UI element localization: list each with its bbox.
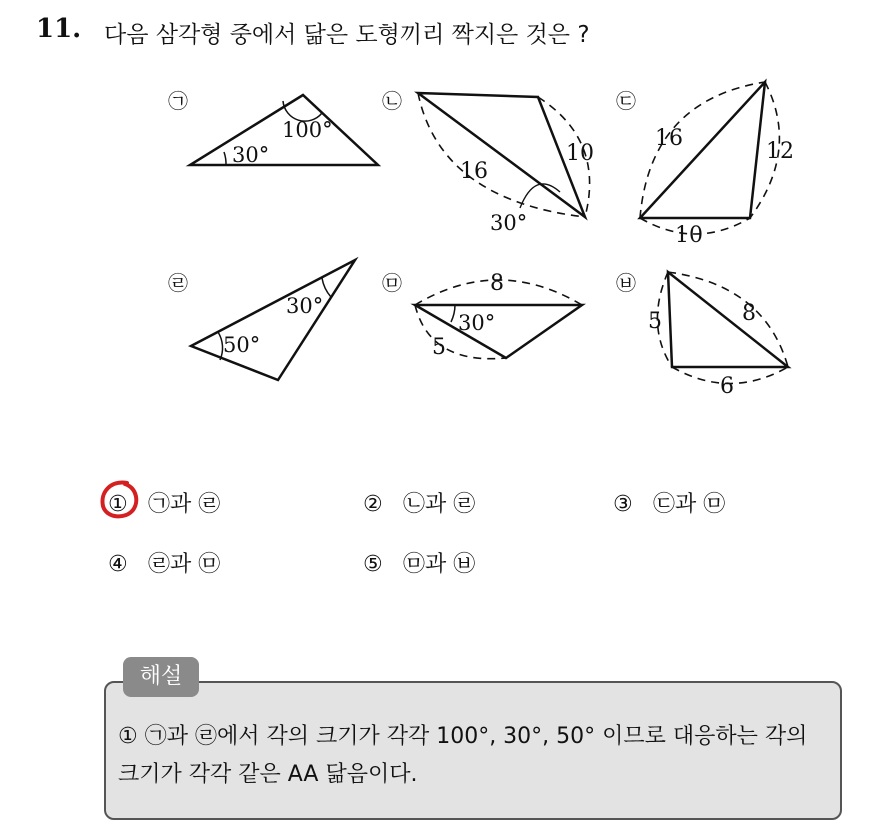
figure-b-angle-arrow	[520, 184, 560, 208]
choice-1-number: ①	[108, 492, 128, 517]
figure-d-angle-arc-top	[322, 278, 331, 297]
figure-b-side-1: 16	[460, 159, 488, 184]
figure-c-label: ㉢	[616, 89, 636, 113]
choice-3-number: ③	[613, 492, 633, 517]
choice-1-text: ㉠과 ㉣	[148, 492, 221, 517]
figure-b-side-2: 10	[566, 141, 594, 166]
figure-f-side-3: 6	[720, 374, 734, 399]
choice-3[interactable]	[613, 487, 725, 518]
figure-b	[382, 89, 594, 235]
figure-e-label: ㉤	[382, 271, 402, 295]
figure-a-angle-arc	[224, 152, 226, 165]
figure-e-angle: 30°	[458, 311, 496, 335]
choice-2[interactable]	[363, 487, 475, 518]
figure-a-angle-1: 30°	[232, 143, 270, 167]
figure-c-side-1: 16	[655, 126, 683, 151]
question-text: 다음 삼각형 중에서 닮은 도형끼리 짝지은 것은 ?	[104, 22, 590, 48]
figure-f-side-2: 8	[742, 301, 756, 326]
figure-e-side-1: 8	[490, 271, 504, 296]
question-number: 11.	[36, 14, 82, 44]
figure-d-angle-2: 50°	[223, 333, 261, 357]
figure-f-side-1: 5	[648, 309, 662, 334]
figure-c-side-2: 12	[766, 139, 794, 164]
figure-d-angle-1: 30°	[286, 294, 324, 318]
choice-5[interactable]	[363, 547, 475, 578]
figure-d-triangle	[191, 260, 355, 380]
choice-5-number: ⑤	[363, 552, 383, 577]
figure-b-angle: 30°	[490, 211, 528, 235]
explanation-tag: 해설	[123, 657, 199, 697]
figure-d	[168, 260, 355, 380]
choice-4-number: ④	[108, 552, 128, 577]
figure-b-label: ㉡	[382, 89, 402, 113]
choice-2-number: ②	[363, 492, 383, 517]
figure-a	[168, 89, 378, 167]
explanation-text: ① ㉠과 ㉣에서 각의 크기가 각각 100°, 30°, 50° 이므로 대응하는 각의 크기가 각각 같은 AA 닮음이다.	[118, 724, 808, 787]
figure-c-side-3: 10	[675, 223, 703, 248]
choice-3-text: ㉢과 ㉤	[653, 492, 726, 517]
figure-e-side-2: 5	[432, 335, 446, 360]
figure-c	[616, 82, 794, 248]
choice-5-text: ㉤과 ㉥	[403, 552, 476, 577]
figure-f-triangle	[668, 272, 788, 367]
figure-a-label: ㉠	[168, 89, 188, 113]
choice-4-text: ㉣과 ㉤	[148, 552, 221, 577]
choice-4[interactable]	[108, 547, 220, 578]
figure-d-label: ㉣	[168, 271, 188, 295]
figure-f-label: ㉥	[616, 271, 636, 295]
figure-e-angle-arc	[451, 305, 455, 322]
choice-2-text: ㉡과 ㉣	[403, 492, 476, 517]
figure-e	[382, 271, 582, 360]
figure-b-triangle	[418, 93, 585, 217]
figure-a-angle-2: 100°	[282, 118, 333, 142]
choice-1[interactable]	[108, 487, 220, 518]
figure-f	[616, 271, 788, 399]
